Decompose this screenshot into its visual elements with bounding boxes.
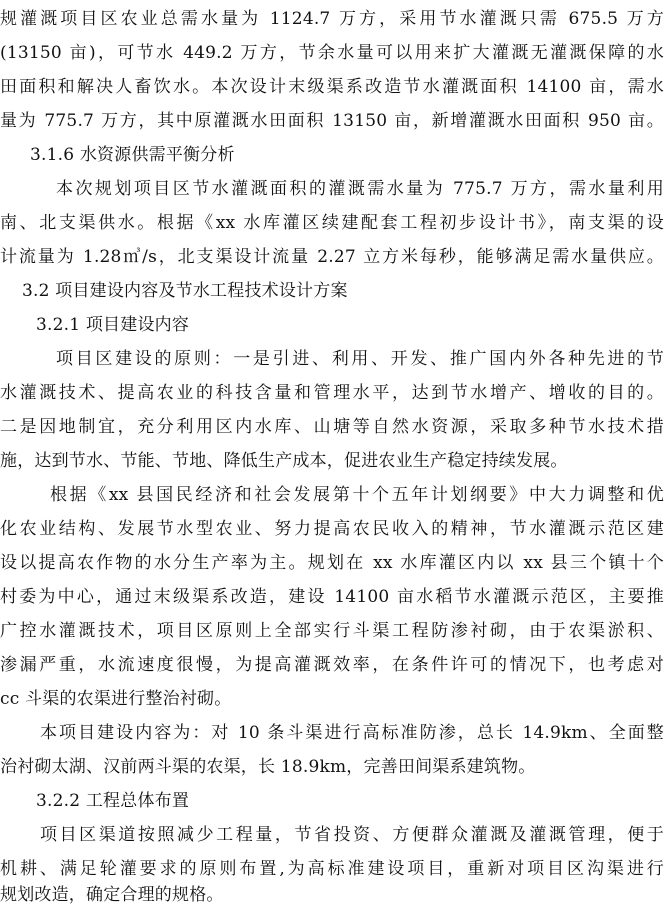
paragraph-line: 本项目建设内容为：对 10 条斗渠进行高标准防渗，总长 14.9km、全面整	[40, 723, 664, 743]
paragraph-line: (13150 亩)，可节水 449.2 万方，节余水量可以用来扩大灌溉无灌溉保障的水	[0, 43, 664, 63]
paragraph-line: 设以提高农作物的水分生产率为主。规划在 xx 水库灌区内以 xx 县三个镇十个	[0, 553, 664, 573]
paragraph-line: 根据《xx 县国民经济和社会发展第十个五年计划纲要》中大力调整和优	[50, 485, 664, 505]
paragraph-line: 项目区建设的原则：一是引进、利用、开发、推广国内外各种先进的节	[56, 349, 664, 369]
paragraph-line: 化农业结构、发展节水型农业、努力提高农民收入的精神，节水灌溉示范区建	[0, 519, 664, 539]
paragraph-line: cc 斗渠的农渠进行整治衬砌。	[0, 689, 232, 709]
paragraph-line: 村委为中心，通过末级渠系改造，建设 14100 亩水稻节水灌溉示范区，主要推	[0, 587, 664, 607]
paragraph-line: 量为 775.7 万方，其中原灌溉水田面积 13150 亩，新增灌溉水田面积 950 亩。	[0, 111, 664, 131]
paragraph-line: 本次规划项目区节水灌溉面积的灌溉需水量为 775.7 万方，需水量利用	[56, 179, 664, 199]
paragraph-line: 水灌溉技术、提高农业的科技含量和管理水平，达到节水增产、增收的目的。	[0, 383, 664, 403]
paragraph-line: 田面积和解决人畜饮水。本次设计末级渠系改造节水灌溉面积 14100 亩，需水	[0, 77, 664, 97]
section-heading-3-2: 3.2 项目建设内容及节水工程技术设计方案	[22, 281, 348, 301]
paragraph-line: 计流量为 1.28㎥/s，北支渠设计流量 2.27 立方米每秒，能够满足需水量供应。	[0, 247, 664, 267]
section-heading-3-2-1: 3.2.1 项目建设内容	[36, 315, 190, 335]
paragraph-line: 施，达到节水、节能、节地、降低生产成本，促进农业生产稳定持续发展。	[0, 451, 568, 471]
paragraph-line: 规划改造，确定合理的规格。	[0, 885, 224, 905]
paragraph-line: 机耕、满足轮灌要求的原则布置,为高标准建设项目，重新对项目区沟渠进行	[0, 859, 664, 879]
paragraph-line: 广控水灌溉技术，项目区原则上全部实行斗渠工程防渗衬砌，由于农渠淤积、	[0, 621, 664, 641]
paragraph-line: 治衬砌太湖、汉前两斗渠的农渠，长 18.9km，完善田间渠系建筑物。	[0, 757, 536, 777]
paragraph-line: 二是因地制宜，充分利用区内水库、山塘等自然水资源，采取多种节水技术措	[0, 417, 664, 437]
section-heading-3-1-6: 3.1.6 水资源供需平衡分析	[30, 145, 235, 165]
section-heading-3-2-2: 3.2.2 工程总体布置	[36, 791, 190, 811]
paragraph-line: 渗漏严重，水流速度很慢，为提高灌溉效率，在条件许可的情况下，也考虑对	[0, 655, 664, 675]
paragraph-line: 规灌溉项目区农业总需水量为 1124.7 万方，采用节水灌溉只需 675.5 万方	[0, 9, 664, 29]
paragraph-line: 南、北支渠供水。根据《xx 水库灌区续建配套工程初步设计书》，南支渠的设	[0, 213, 664, 233]
paragraph-line: 项目区渠道按照减少工程量，节省投资、方便群众灌溉及灌溉管理，便于	[40, 825, 664, 845]
